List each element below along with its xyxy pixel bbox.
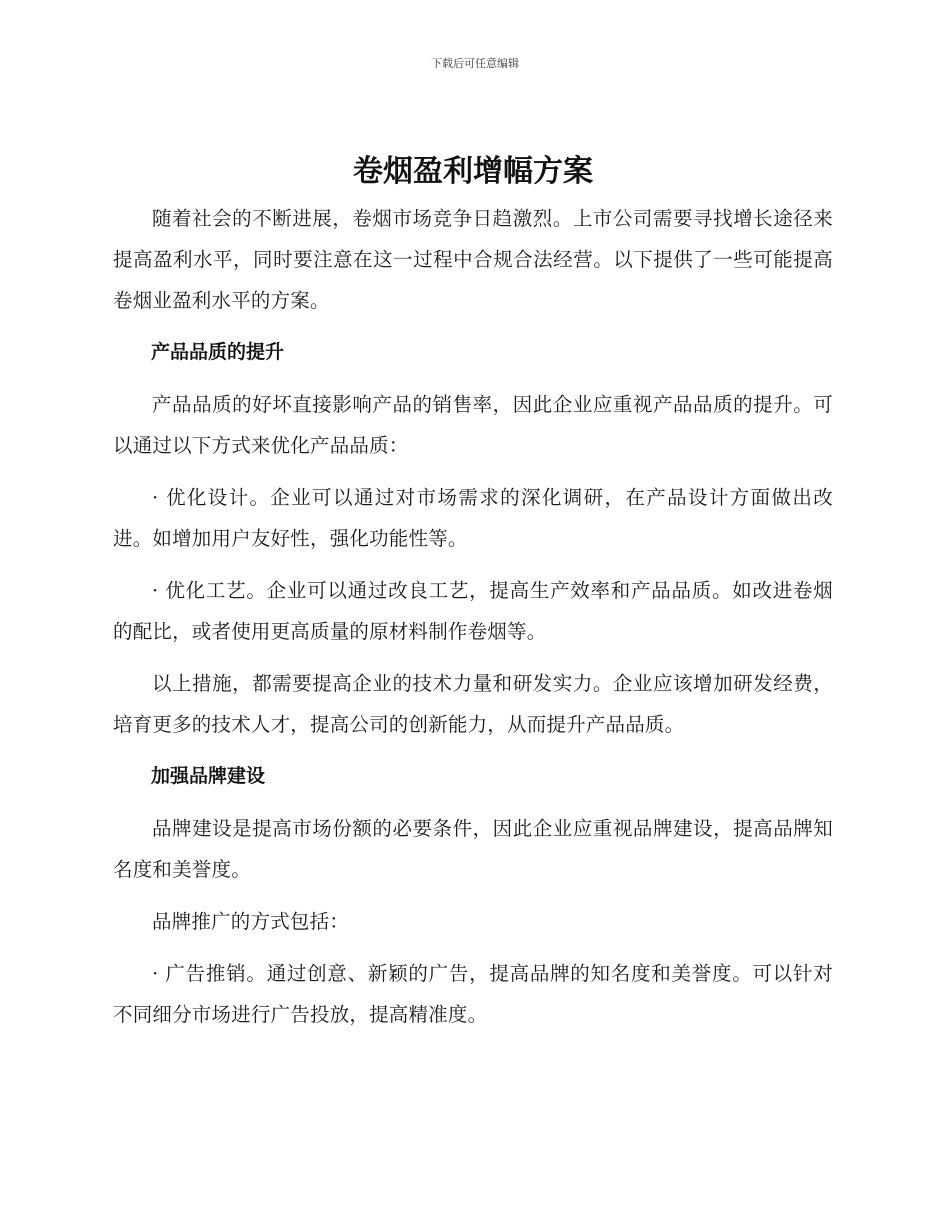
- document-title: 卷烟盈利增幅方案: [353, 154, 593, 189]
- paragraph: 品牌建设是提高市场份额的必要条件，因此企业应重视品牌建设，提高品牌知名度和美誉度。: [113, 817, 833, 881]
- header-note: 下载后可任意编辑: [431, 57, 519, 70]
- section-heading-brand-building: 加强品牌建设: [151, 765, 266, 787]
- document-body: [113, 150, 833, 1046]
- section-heading-product-quality: 产品品质的提升: [151, 341, 285, 363]
- bullet-paragraph: · 优化设计。企业可以通过对市场需求的深化调研，在产品设计方面做出改进。如增加用户友好性，强化功能性等。: [113, 486, 833, 550]
- paragraph: 以上措施，都需要提高企业的技术力量和研发实力。企业应该增加研发经费，培育更多的技术人才，提高公司的创新能力，从而提升产品品质。: [113, 672, 833, 736]
- paragraph: 品牌推广的方式包括：: [152, 910, 350, 933]
- intro-paragraph: 随着社会的不断进展，卷烟市场竞争日趋激烈。上市公司需要寻找增长途径来提高盈利水平，同时要注意在这一过程中合规合法经营。以下提供了一些可能提高卷烟业盈利水平的方案。: [113, 207, 833, 312]
- paragraph: 产品品质的好坏直接影响产品的销售率，因此企业应重视产品品质的提升。可以通过以下方式来优化产品品质：: [113, 393, 833, 457]
- bullet-paragraph: · 优化工艺。企业可以通过改良工艺，提高生产效率和产品品质。如改进卷烟的配比，或者使用更高质量的原材料制作卷烟等。: [113, 579, 833, 643]
- bullet-paragraph: · 广告推销。通过创意、新颖的广告，提高品牌的知名度和美誉度。可以针对不同细分市场进行广告投放，提高精准度。: [113, 962, 833, 1026]
